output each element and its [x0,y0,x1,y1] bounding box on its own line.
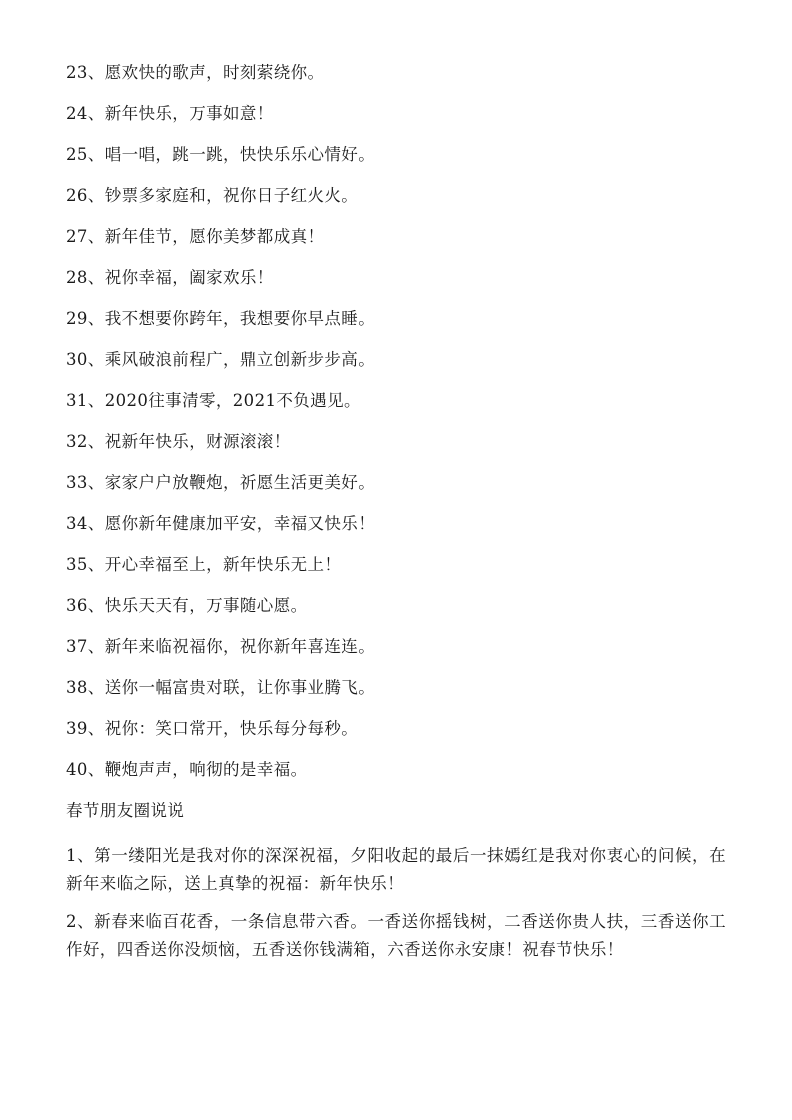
list-item: 39、祝你：笑口常开，快乐每分每秒。 [66,719,359,738]
list-item: 33、家家户户放鞭炮，祈愿生活更美好。 [66,473,376,492]
list-item: 38、送你一幅富贵对联，让你事业腾飞。 [66,678,376,697]
list-item: 27、新年佳节，愿你美梦都成真！ [66,227,325,246]
paragraph: 1、第一缕阳光是我对你的深深祝福，夕阳收起的最后一抹嫣红是我对你衷心的问候，在新年来临之际，送上真挚的祝福：新年快乐！ [66,846,726,893]
document-page [66,63,726,974]
paragraph: 2、新春来临百花香，一条信息带六香。一香送你摇钱树，二香送你贵人扶，三香送你工作好，四香送你没烦恼，五香送你钱满箱，六香送你永安康！祝春节快乐！ [66,912,726,959]
list-item: 26、钞票多家庭和，祝你日子红火火。 [66,186,359,205]
list-item: 40、鞭炮声声，响彻的是幸福。 [66,760,308,779]
list-item: 30、乘风破浪前程广，鼎立创新步步高。 [66,350,376,369]
list-item: 32、祝新年快乐，财源滚滚！ [66,432,291,451]
list-item: 23、愿欢快的歌声，时刻萦绕你。 [66,63,325,82]
list-item: 35、开心幸福至上，新年快乐无上！ [66,555,342,574]
list-item: 34、愿你新年健康加平安，幸福又快乐！ [66,514,376,533]
list-item: 36、快乐天天有，万事随心愿。 [66,596,308,615]
list-item: 37、新年来临祝福你，祝你新年喜连连。 [66,637,376,656]
list-item: 31、2020往事清零，2021不负遇见。 [66,391,361,410]
list-item: 24、新年快乐，万事如意！ [66,104,274,123]
list-item: 28、祝你幸福，阖家欢乐！ [66,268,274,287]
list-item: 29、我不想要你跨年，我想要你早点睡。 [66,309,376,328]
list-item: 25、唱一唱，跳一跳，快快乐乐心情好。 [66,145,376,164]
section-heading: 春节朋友圈说说 [66,801,185,820]
